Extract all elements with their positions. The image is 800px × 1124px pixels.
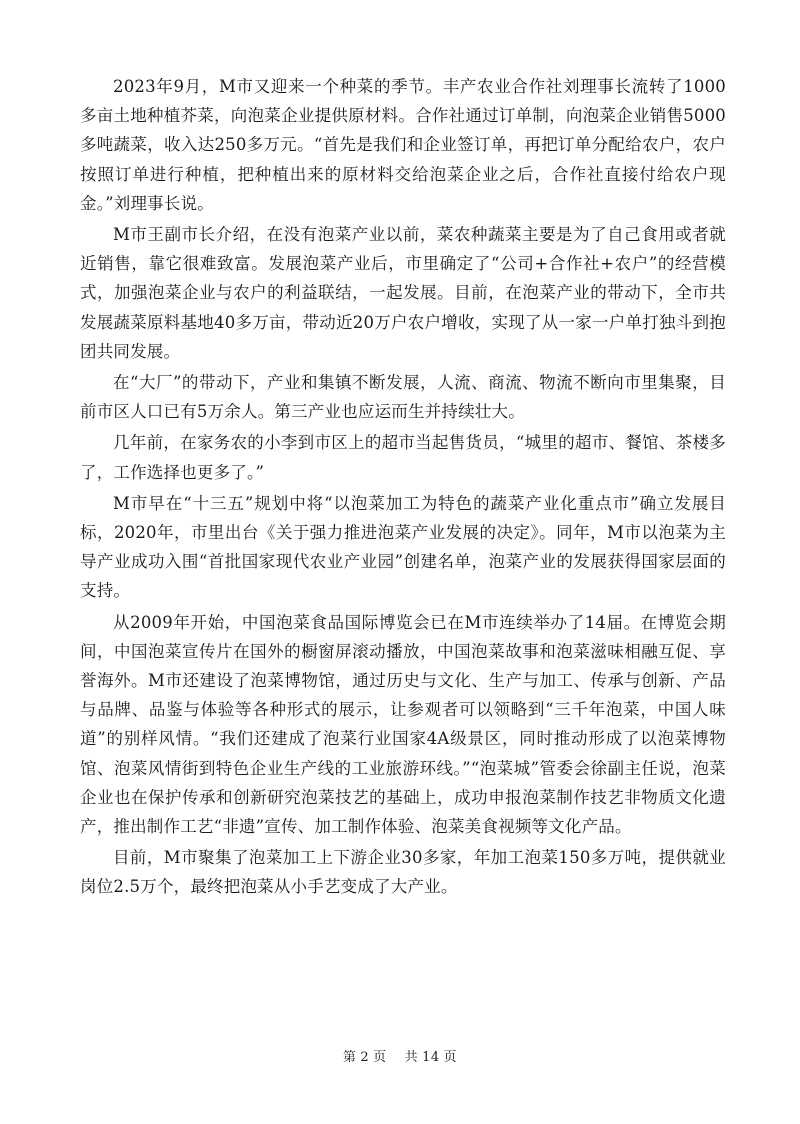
page-unit: 页 — [373, 1050, 387, 1065]
total-prefix: 共 — [404, 1050, 419, 1065]
paragraph-2: M市王副市长介绍，在没有泡菜产业以前，菜农种蔬菜主要是为了自己食用或者就近销售，靠它很难致富。发展泡菜产业后，市里确定了“公司+合作社+农户”的经营模式，加强泡菜企业与农户的利益联结，一起发展。目前，在泡菜产业的带动下，全市共发展蔬菜原料基地40多万亩，带动近20万户农户增收，实现了从一家一户单打独斗到抱团共同发展。 — [80, 225, 726, 361]
page-number: 2 — [360, 1050, 370, 1065]
page-prefix: 第 — [342, 1050, 357, 1065]
paragraph-7: 目前，M市聚集了泡菜加工上下游企业30多家，年加工泡菜150多万吨，提供就业岗位2.5万个，最终把泡菜从小手艺变成了大产业。 — [80, 848, 726, 897]
paragraph-6: 从2009年开始，中国泡菜食品国际博览会已在M市连续举办了14届。在博览会期间，中国泡菜宣传片在国外的橱窗屏滚动播放，中国泡菜故事和泡菜滋味相融互促、享誉海外。M市还建设了泡菜博物馆，通过历史与文化、生产与加工、传承与创新、产品与品牌、品鉴与体验等各种形式的展示，让参观者可以领略到“三千年泡菜，中国人味道”的别样风情。“我们还建成了泡菜行业国家4A级景区，同时推动形成了以泡菜博物馆、泡菜风情街到特色企业生产线的工业旅游环线。”“泡菜城”管委会徐副主任说，泡菜企业也在保护传承和创新研究泡菜技艺的基础上，成功申报泡菜制作技艺非物质文化遗产，推出制作工艺“非遗”宣传、加工制作体验、泡菜美食视频等文化产品。 — [80, 612, 726, 837]
total-unit: 页 — [443, 1050, 458, 1065]
paragraph-1: 2023年9月，M市又迎来一个种菜的季节。丰产农业合作社刘理事长流转了1000多亩土地种植芥菜，向泡菜企业提供原材料。合作社通过订单制，向泡菜企业销售5000多吨蔬菜，收入达250多万元。“首先是我们和企业签订单，再把订单分配给农户，农户按照订单进行种植，把种植出来的原材料交给泡菜企业之后，合作社直接付给农户现金。”刘理事长说。 — [80, 77, 726, 213]
paragraph-4: 几年前，在家务农的小李到市区上的超市当起售货员，“城里的超市、餐馆、茶楼多了，工作选择也更多了。” — [80, 433, 726, 482]
document-body — [80, 72, 726, 902]
paragraph-5: M市早在“十三五”规划中将“以泡菜加工为特色的蔬菜产业化重点市”确立发展目标，2020年，市里出台《关于强力推进泡菜产业发展的决定》。同年，M市以泡菜为主导产业成功入围“首批国家现代农业产业园”创建名单，泡菜产业的发展获得国家层面的支持。 — [80, 493, 726, 601]
paragraph-3: 在“大厂”的带动下，产业和集镇不断发展，人流、商流、物流不断向市里集聚，目前市区人口已有5万余人。第三产业也应运而生并持续壮大。 — [80, 373, 726, 422]
page-footer — [0, 1046, 800, 1065]
total-pages: 14 — [422, 1050, 440, 1065]
